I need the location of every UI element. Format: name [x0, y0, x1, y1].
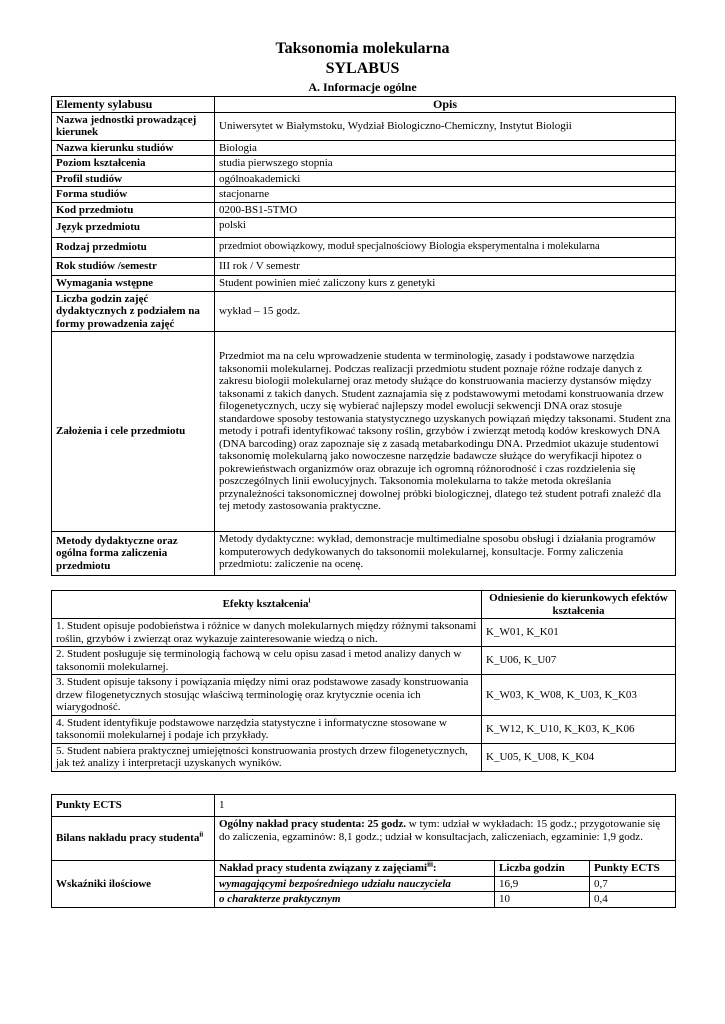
ects-table [51, 794, 676, 908]
row-value-level: studia pierwszego stopnia [215, 156, 676, 172]
row-value-form: stacjonarne [215, 187, 676, 203]
hours-header: Liczba godzin [495, 861, 590, 877]
row-label-hours: Liczba godzin zajęć dydaktycznych z podziałem na formy prowadzenia zajęć [52, 291, 215, 332]
row-label-profile: Profil studiów [52, 171, 215, 187]
syllabus-table [51, 96, 676, 576]
effect-reference: K_W12, K_U10, K_K03, K_K06 [482, 715, 676, 743]
indicators-header [215, 861, 495, 877]
effect-reference: K_U06, K_U07 [482, 647, 676, 675]
row-value-methods: Metody dydaktyczne: wykład, demonstracje multimedialne sposobu obsługi i działania programów komputerowych dedykowanych do taksonomii molekularnej, konsultacje. Formy zaliczenia przedmiotu: zaliczenie na ocenę. [215, 532, 676, 576]
workload-breakdown: w tym: udział w wykładach: 15 godz.; przygotowanie się do zaliczenia, egzaminów: 8,1 godz.; udział w konsultacjach, zaliczeniach, egzaminie: 1,9 godz. [219, 818, 661, 843]
section-heading: A. Informacje ogólne [308, 80, 417, 94]
effects-reference-header: Odniesienie do kierunkowych efektów kształcenia [482, 591, 676, 619]
syllabus-header-elements: Elementy sylabusu [52, 97, 215, 113]
row-value-language: polski [215, 218, 676, 238]
row-label-language: Język przedmiotu [52, 218, 215, 238]
row-value-unit: Uniwersytet w Białymstoku, Wydział Biologiczno-Chemiczny, Instytut Biologii [215, 112, 676, 140]
row-label-level: Poziom kształcenia [52, 156, 215, 172]
row-value-code: 0200-BS1-5TMO [215, 202, 676, 218]
learning-effects-table [51, 590, 676, 772]
row-value-hours: wykład – 15 godz. [215, 291, 676, 332]
row-label-type: Rodzaj przedmiotu [52, 238, 215, 258]
row-label-field: Nazwa kierunku studiów [52, 140, 215, 156]
syllabus-header-description: Opis [215, 97, 676, 113]
effect-row: 3. Student opisuje taksony i powiązania między nimi oraz podstawowe zasady konstruowania drzew filogenetycznych stosując właściwą terminologię oraz krytycznie ocenia ich wiarygodność. [52, 675, 482, 716]
balance-footnote-mark: ii [199, 830, 204, 839]
indicators-label: Wskaźniki ilościowe [52, 861, 215, 908]
workload-total: Ogólny nakład pracy studenta: 25 godz. [219, 818, 407, 830]
effects-header-label: Efekty kształcenia [222, 598, 309, 611]
ects-header: Punkty ECTS [590, 861, 676, 877]
effect-row: 1. Student opisuje podobieństwa i różnice w danych molekularnych między różnymi taksonami roślin, grzybów i zwierząt oraz wykazuje zainteresowanie wiedzą o nich. [52, 619, 482, 647]
row-label-goals: Założenia i cele przedmiotu [52, 332, 215, 532]
indicator-row-hours: 10 [495, 892, 590, 908]
workload-balance-value [215, 817, 676, 861]
row-label-year: Rok studiów /semestr [52, 258, 215, 276]
row-value-type: przedmiot obowiązkowy, moduł specjalnościowy Biologia eksperymentalna i molekularna [215, 238, 676, 258]
effect-row: 2. Student posługuje się terminologią fachową w celu opisu zasad i metod analizy danych w taksonomii molekularnej. [52, 647, 482, 675]
indicators-header-text: Nakład pracy studenta związany z zajęciami [219, 862, 428, 874]
indicator-row-label: o charakterze praktycznym [215, 892, 495, 908]
row-value-goals: Przedmiot ma na celu wprowadzenie studenta w terminologię, zasady i podstawowe narzędzia taksonomii molekularnej. Podczas realizacji przedmiotu student poznaje różne rodzaje danych z zakresu biologii molekularnej oraz metody służące do konstruowania macierzy dystansów między taksonami z takich danych. Student zaznajamia się z podstawowymi metodami konstruowania drzew filogenetycznych, uczy się wybierać najlepszy model ewolucji sekwencji DNA oraz stosuje standardowe sposoby testowania statystycznego uzyskanych powiązań między taksonami. Student zna metody i potrafi identyfikować taksony roślin, grzybów i zwierząt metodą kodów kreskowych DNA (DNA barcoding) oraz zapoznaje się z zasadą metabarkodingu DNA. Przedmiot ukazuje studentowi taksonomię molekularną jako nowoczesne narzędzie badawcze służące do weryfikacji hipotez o pokrewieństwach organizmów oraz obrazuje ich ogromną różnorodność i czas rozdzielenia się poszczególnych linii ewolucyjnych. Taksonomia molekularna to także metoda określania przynależności taksonomicznej dowolnej próbki biologicznej, dlatego też student potrafi znaleźć dla tej metody zastosowania praktyczne. [215, 332, 676, 532]
effect-reference: K_W03, K_W08, K_U03, K_K03 [482, 675, 676, 716]
effect-reference: K_W01, K_K01 [482, 619, 676, 647]
row-value-year: III rok / V semestr [215, 258, 676, 276]
effects-footnote-mark: i [308, 596, 311, 605]
course-title: Taksonomia molekularna [275, 40, 450, 57]
indicator-row-hours: 16,9 [495, 876, 590, 892]
indicator-row-label: wymagającymi bezpośredniego udziału nauczyciela [215, 876, 495, 892]
document-type-title: SYLABUS [325, 60, 400, 77]
ects-points-label: Punkty ECTS [52, 795, 215, 817]
indicators-footnote-mark: iii [427, 860, 433, 869]
ects-points-value: 1 [215, 795, 676, 817]
effect-row: 5. Student nabiera praktycznej umiejętności konstruowania prostych drzew filogenetycznych, jak też analizy i interpretacji uzyskanych wyników. [52, 743, 482, 771]
row-label-methods: Metody dydaktyczne oraz ogólna forma zaliczenia przedmiotu [52, 532, 215, 576]
indicator-row-ects: 0,4 [590, 892, 676, 908]
row-label-prerequisites: Wymagania wstępne [52, 276, 215, 292]
workload-balance-label [52, 817, 215, 861]
indicator-row-ects: 0,7 [590, 876, 676, 892]
row-value-profile: ogólnoakademicki [215, 171, 676, 187]
effect-row: 4. Student identyfikuje podstawowe narzędzia statystyczne i informatyczne stosowane w taksonomii molekularnej i podaje ich przykłady. [52, 715, 482, 743]
row-label-code: Kod przedmiotu [52, 202, 215, 218]
effects-header [52, 591, 482, 619]
indicators-header-colon: : [432, 862, 437, 874]
row-label-form: Forma studiów [52, 187, 215, 203]
workload-balance-text: Bilans nakładu pracy studenta [56, 832, 200, 845]
row-label-unit: Nazwa jednostki prowadzącej kierunek [52, 112, 215, 140]
effect-reference: K_U05, K_U08, K_K04 [482, 743, 676, 771]
row-value-prerequisites: Student powinien mieć zaliczony kurs z genetyki [215, 276, 676, 292]
row-value-field: Biologia [215, 140, 676, 156]
